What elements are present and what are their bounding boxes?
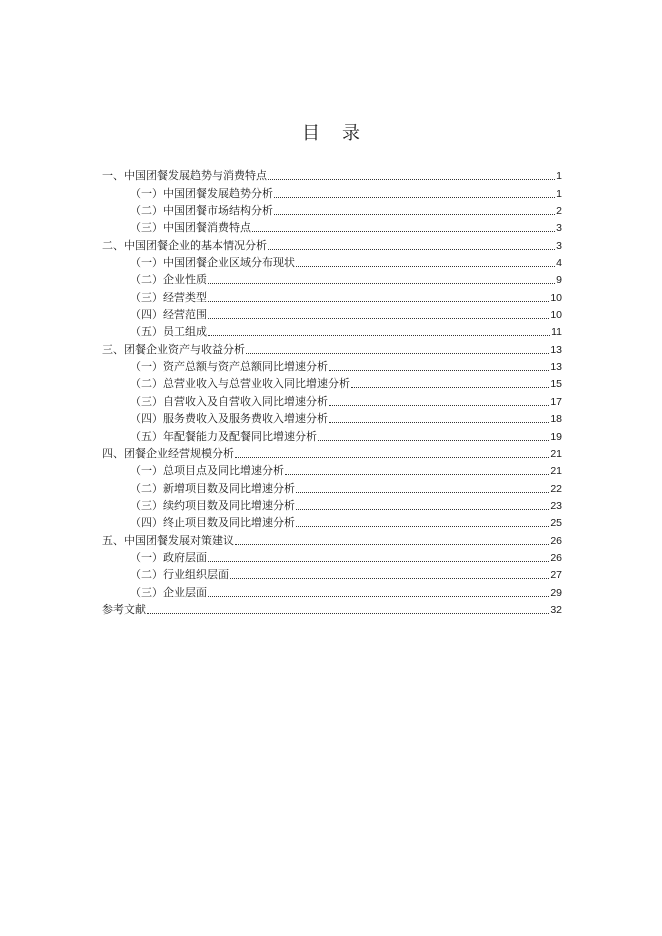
toc-entry[interactable] <box>102 357 562 374</box>
toc-entry-page-number: 9 <box>556 274 562 287</box>
toc-entry-label: 四、团餐企业经营规模分析 <box>102 446 234 460</box>
toc-leader-dots <box>274 196 555 198</box>
toc-entry-page-number: 2 <box>556 205 562 218</box>
toc-entry-label: （三）企业层面 <box>130 585 207 599</box>
toc-entry[interactable] <box>102 461 562 478</box>
toc-entry-page-number: 29 <box>550 586 562 599</box>
toc-entry-page-number: 10 <box>550 309 562 322</box>
toc-entry-label: （二）中国团餐市场结构分析 <box>130 204 273 218</box>
toc-leader-dots <box>296 265 555 267</box>
toc-entry-label: （五）员工组成 <box>130 325 207 339</box>
toc-entry[interactable] <box>102 444 562 461</box>
toc-entry[interactable] <box>102 339 562 356</box>
toc-entry[interactable] <box>102 235 562 252</box>
toc-entry-page-number: 13 <box>550 361 562 374</box>
toc-entry[interactable] <box>102 600 562 617</box>
toc-entry-label: 五、中国团餐发展对策建议 <box>102 533 234 547</box>
toc-entry[interactable] <box>102 513 562 530</box>
toc-leader-dots <box>268 248 555 250</box>
toc-entry-label: （四）终止项目数及同比增速分析 <box>130 516 295 530</box>
title-char: 目 <box>302 123 320 144</box>
toc-entry[interactable] <box>102 287 562 304</box>
toc-entry[interactable] <box>102 409 562 426</box>
title-char: 录 <box>342 123 360 144</box>
toc-entry-page-number: 26 <box>550 534 562 547</box>
toc-leader-dots <box>329 369 549 371</box>
toc-entry-page-number: 19 <box>550 430 562 443</box>
toc-entry-label: （三）中国团餐消费特点 <box>130 221 251 235</box>
toc-entry-page-number: 1 <box>556 170 562 183</box>
toc-leader-dots <box>208 282 555 284</box>
toc-entry-page-number: 10 <box>550 291 562 304</box>
toc-entry[interactable] <box>102 478 562 495</box>
toc-entry[interactable] <box>102 391 562 408</box>
toc-entry-page-number: 26 <box>550 551 562 564</box>
toc-entry[interactable] <box>102 218 562 235</box>
toc-leader-dots <box>230 577 549 579</box>
toc-entry[interactable] <box>102 426 562 443</box>
toc-entry-label: （三）自营收入及自营收入同比增速分析 <box>130 394 328 408</box>
toc-leader-dots <box>274 213 555 215</box>
toc-leader-dots <box>208 334 550 336</box>
toc-entry-label: （四）服务费收入及服务费收入增速分析 <box>130 412 328 426</box>
toc-leader-dots <box>268 178 555 180</box>
toc-entry-page-number: 13 <box>550 343 562 356</box>
toc-entry[interactable] <box>102 270 562 287</box>
table-of-contents <box>102 166 562 617</box>
toc-entry-page-number: 27 <box>550 569 562 582</box>
toc-leader-dots <box>329 421 549 423</box>
toc-entry-page-number: 4 <box>556 257 562 270</box>
toc-entry-page-number: 11 <box>551 326 562 339</box>
toc-leader-dots <box>329 404 549 406</box>
toc-leader-dots <box>252 230 555 232</box>
toc-leader-dots <box>208 300 549 302</box>
toc-entry-page-number: 25 <box>550 517 562 530</box>
toc-entry-page-number: 22 <box>550 482 562 495</box>
toc-entry-page-number: 21 <box>550 465 562 478</box>
toc-entry[interactable] <box>102 548 562 565</box>
toc-entry[interactable] <box>102 530 562 547</box>
toc-entry-page-number: 15 <box>550 378 562 391</box>
toc-leader-dots <box>235 543 549 545</box>
toc-leader-dots <box>351 386 549 388</box>
toc-leader-dots <box>318 439 549 441</box>
toc-entry[interactable] <box>102 374 562 391</box>
toc-leader-dots <box>296 508 549 510</box>
toc-entry-page-number: 1 <box>556 187 562 200</box>
toc-leader-dots <box>296 491 549 493</box>
toc-entry[interactable] <box>102 582 562 599</box>
toc-entry[interactable] <box>102 565 562 582</box>
toc-entry-label: （一）中国团餐企业区域分布现状 <box>130 256 295 270</box>
toc-entry[interactable] <box>102 166 562 183</box>
toc-entry-page-number: 18 <box>550 413 562 426</box>
toc-leader-dots <box>147 612 549 614</box>
toc-entry[interactable] <box>102 253 562 270</box>
toc-entry-label: （二）总营业收入与总营业收入同比增速分析 <box>130 377 350 391</box>
toc-entry-page-number: 3 <box>556 222 562 235</box>
toc-entry-label: 三、团餐企业资产与收益分析 <box>102 342 245 356</box>
toc-entry-page-number: 23 <box>550 499 562 512</box>
toc-entry-label: 一、中国团餐发展趋势与消费特点 <box>102 169 267 183</box>
toc-entry-page-number: 17 <box>550 395 562 408</box>
toc-entry-label: （一）政府层面 <box>130 550 207 564</box>
toc-leader-dots <box>246 352 549 354</box>
toc-entry-label: （五）年配餐能力及配餐同比增速分析 <box>130 429 317 443</box>
toc-entry[interactable] <box>102 305 562 322</box>
toc-leader-dots <box>296 525 549 527</box>
page-title <box>0 119 662 145</box>
toc-leader-dots <box>208 560 549 562</box>
toc-entry-label: （一）资产总额与资产总额同比增速分析 <box>130 360 328 374</box>
toc-entry-label: （一）中国团餐发展趋势分析 <box>130 186 273 200</box>
toc-leader-dots <box>235 456 549 458</box>
toc-entry-label: 二、中国团餐企业的基本情况分析 <box>102 238 267 252</box>
toc-entry-label: （二）企业性质 <box>130 273 207 287</box>
toc-entry[interactable] <box>102 322 562 339</box>
toc-entry-label: （二）行业组织层面 <box>130 568 229 582</box>
toc-entry-label: （三）经营类型 <box>130 290 207 304</box>
toc-leader-dots <box>208 595 549 597</box>
toc-entry-label: （三）续约项目数及同比增速分析 <box>130 498 295 512</box>
toc-entry-label: （二）新增项目数及同比增速分析 <box>130 481 295 495</box>
toc-entry-page-number: 32 <box>550 603 562 616</box>
toc-entry-page-number: 21 <box>550 447 562 460</box>
toc-entry-label: （一）总项目点及同比增速分析 <box>130 464 284 478</box>
toc-entry-label: 参考文献 <box>102 602 146 616</box>
toc-entry-page-number: 3 <box>556 239 562 252</box>
toc-leader-dots <box>285 473 549 475</box>
toc-leader-dots <box>208 317 549 319</box>
toc-entry-label: （四）经营范围 <box>130 308 207 322</box>
toc-entry[interactable] <box>102 201 562 218</box>
toc-entry[interactable] <box>102 183 562 200</box>
toc-entry[interactable] <box>102 496 562 513</box>
